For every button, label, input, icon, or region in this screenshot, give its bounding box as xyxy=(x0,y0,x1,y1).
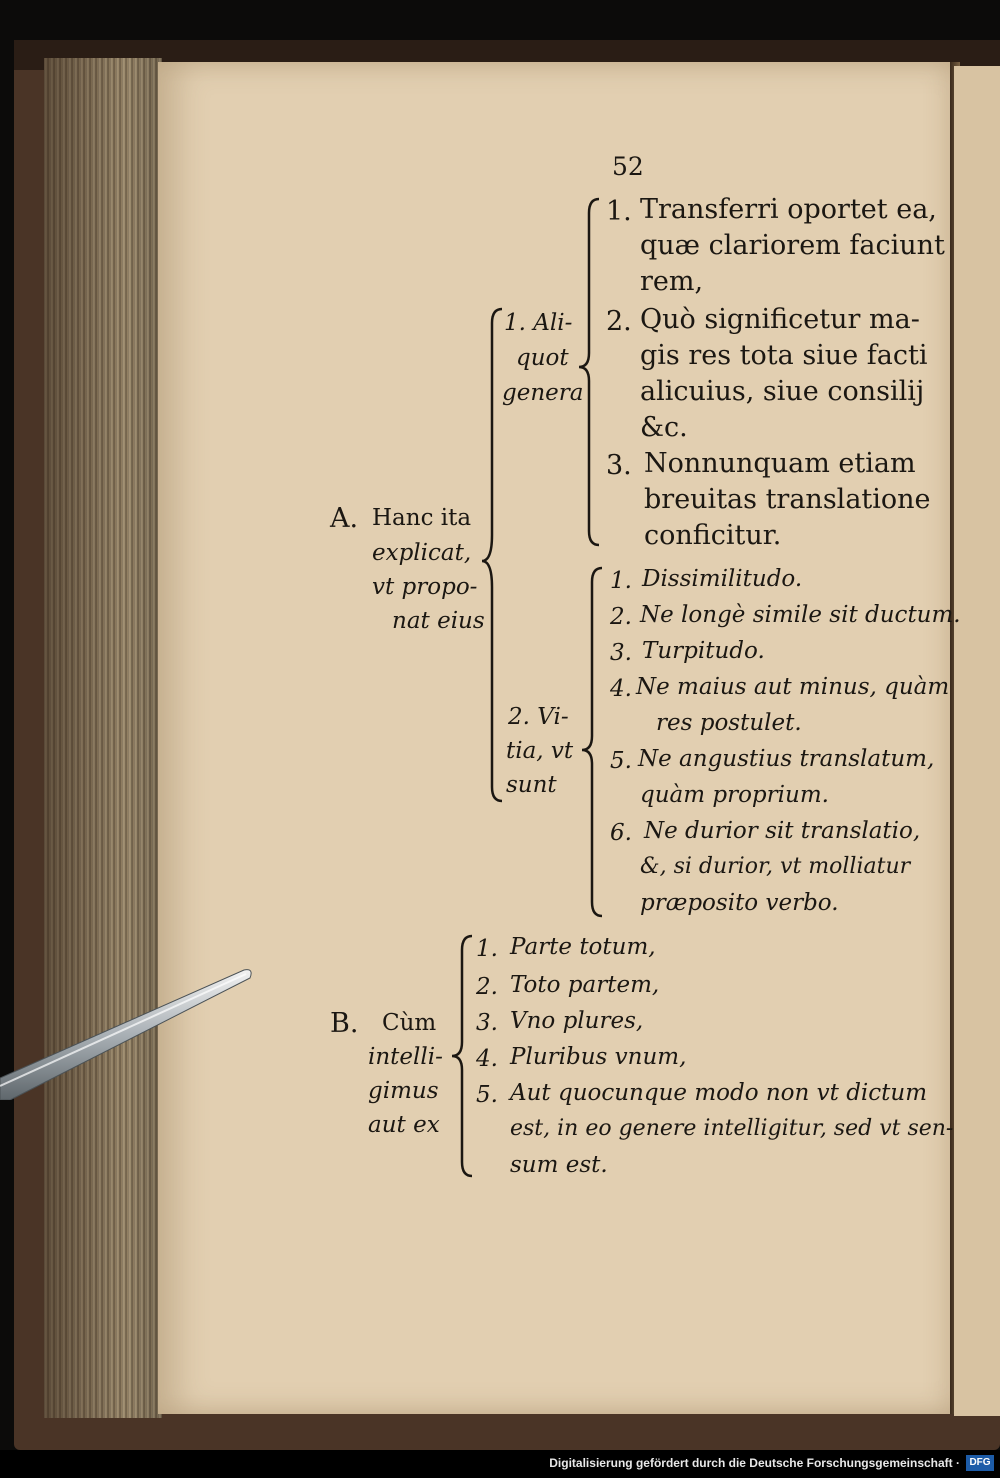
item-line: Turpitudo. xyxy=(642,638,765,664)
item-line: conficitur. xyxy=(644,520,782,551)
item-line: res postulet. xyxy=(656,710,802,736)
item-line: præposito verbo. xyxy=(640,890,839,916)
item-line: quæ clariorem faciunt xyxy=(640,230,945,261)
item-line: gis res tota siue facti xyxy=(640,340,928,371)
footer-text: Digitalisierung gefördert durch die Deutsche Forschungsgemeinschaft · xyxy=(549,1456,960,1470)
item-number: 2. xyxy=(476,974,498,1000)
sub2-label-line: 2. Vi- xyxy=(508,704,569,730)
bracket-b xyxy=(448,932,478,1182)
bracket-sub2 xyxy=(578,564,608,920)
item-line: Nonnunquam etiam xyxy=(644,448,916,479)
item-number: 5. xyxy=(476,1082,498,1108)
item-line: alicuius, siue consilij xyxy=(640,376,925,407)
item-number: 4. xyxy=(476,1046,498,1072)
item-line: Ne maius aut minus, quàm xyxy=(636,674,950,700)
section-b-label: B. xyxy=(330,1008,359,1039)
sub2-label-line: tia, vt xyxy=(506,738,574,764)
sub1-label-line: quot xyxy=(516,345,569,371)
item-line: Toto partem, xyxy=(510,972,660,998)
section-a-intro-line: Hanc ita xyxy=(372,505,472,531)
section-a-intro-line: nat eius xyxy=(392,608,485,634)
page-edges-shade xyxy=(44,58,162,1418)
item-line: Aut quocunque modo non vt dictum xyxy=(510,1080,928,1106)
item-number: 1. xyxy=(476,936,498,962)
item-number: 6. xyxy=(610,820,632,846)
item-line: Quò significetur ma- xyxy=(640,304,920,335)
section-a-label: A. xyxy=(330,503,359,534)
item-line: Transferri oportet ea, xyxy=(640,194,937,225)
sub2-label-line: sunt xyxy=(506,772,557,798)
section-b-intro-line: intelli- xyxy=(368,1044,443,1070)
item-line: est, in eo genere intelligitur, sed vt sen- xyxy=(510,1116,954,1141)
digitization-footer xyxy=(0,1450,1000,1478)
metal-pointer xyxy=(0,960,270,1100)
item-number: 2. xyxy=(610,604,632,630)
section-b-intro-line: gimus xyxy=(368,1078,439,1104)
page-number: 52 xyxy=(612,152,644,181)
item-number: 2. xyxy=(606,306,632,337)
section-a-intro-line: vt propo- xyxy=(372,574,478,600)
item-number: 5. xyxy=(610,748,632,774)
item-line: &, si durior, vt molliatur xyxy=(640,854,911,879)
item-number: 3. xyxy=(610,640,632,666)
sub1-label-line: 1. Ali- xyxy=(504,310,573,336)
item-line: rem, xyxy=(640,266,704,297)
item-line: Parte totum, xyxy=(510,934,656,960)
section-a-intro-line: explicat, xyxy=(372,540,472,566)
item-line: Pluribus vnum, xyxy=(510,1044,687,1070)
bracket-a-outer xyxy=(480,305,510,805)
item-number: 1. xyxy=(606,196,632,227)
item-number: 4. xyxy=(610,676,632,702)
item-line: Ne durior sit translatio, xyxy=(644,818,921,844)
section-b-intro-line: Cùm xyxy=(382,1010,437,1036)
item-line: Vno plures, xyxy=(510,1008,644,1034)
item-number: 3. xyxy=(476,1010,498,1036)
item-line: quàm proprium. xyxy=(640,782,829,808)
section-b-intro-line: aut ex xyxy=(368,1112,440,1138)
item-line: breuitas translatione xyxy=(644,484,931,515)
item-line: sum est. xyxy=(510,1152,608,1178)
item-line: Ne longè simile sit ductum. xyxy=(640,602,961,628)
item-number: 1. xyxy=(610,568,632,594)
dfg-logo: DFG xyxy=(966,1455,994,1471)
sub1-label-line: genera xyxy=(502,380,584,406)
bracket-sub1 xyxy=(575,195,605,550)
item-line: &c. xyxy=(640,412,688,443)
facing-page-edge xyxy=(954,66,1000,1416)
item-line: Dissimilitudo. xyxy=(642,566,803,592)
item-number: 3. xyxy=(606,450,632,481)
item-line: Ne angustius translatum, xyxy=(638,746,935,772)
